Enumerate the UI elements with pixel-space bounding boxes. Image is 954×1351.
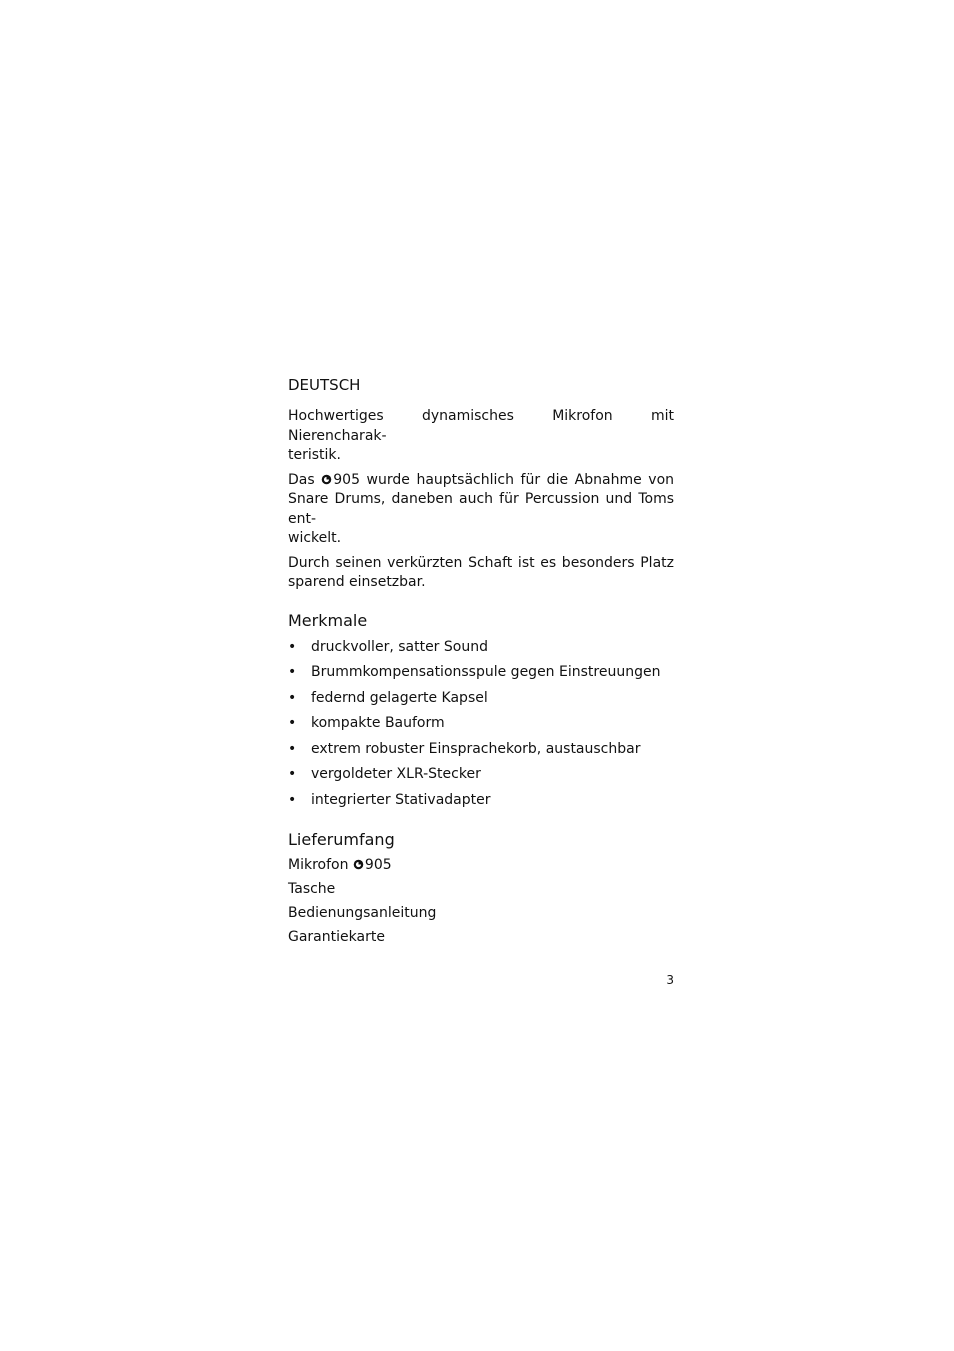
features-list (288, 638, 674, 811)
bullet-icon: • (288, 766, 297, 783)
page-number: 3 (666, 973, 674, 987)
list-item (288, 689, 674, 708)
list-item (288, 638, 674, 657)
intro-paragraph-2-start: Das (288, 471, 322, 488)
list-item-text: Mikrofon (288, 856, 353, 873)
list-item-text: druckvoller, satter Sound (311, 638, 488, 655)
list-item: Bedienungsanleitung (288, 904, 437, 921)
intro-paragraph-2 (288, 471, 674, 549)
intro-paragraph-1 (288, 407, 674, 466)
intro-paragraph-1-line-1: Hochwertiges dynamisches Mikrofon mit Nierencharak- (288, 408, 674, 444)
bullet-icon: • (288, 638, 297, 655)
delivery-list (288, 856, 674, 947)
list-item-text: integrierter Stativadapter (311, 792, 491, 809)
list-item (288, 856, 674, 875)
list-item-model: 905 (364, 856, 392, 873)
intro-paragraph-3: Durch seinen verkürzten Schaft ist es besonders Platz sparend einsetzbar. (288, 554, 674, 590)
intro-paragraph-2-rest: 905 wurde hauptsächlich für die Abnahme von Snare Drums, daneben auch für Percussion und Toms ent- (288, 471, 675, 527)
list-item: Garantiekarte (288, 928, 385, 945)
bullet-icon: • (288, 689, 297, 706)
list-item-text: kompakte Bauform (311, 715, 445, 732)
evolution-logo-icon (321, 474, 332, 485)
bullet-icon: • (288, 740, 297, 757)
section-heading-lieferumfang: Lieferumfang (288, 829, 395, 849)
list-item-text: federnd gelagerte Kapsel (311, 689, 488, 706)
bullet-icon: • (288, 792, 297, 809)
intro-paragraph-2-end: wickelt. (288, 530, 342, 546)
list-item (288, 663, 674, 682)
list-item (288, 714, 674, 733)
bullet-icon: • (288, 664, 297, 681)
list-item (288, 740, 674, 759)
list-item-text: vergoldeter XLR-Stecker (311, 766, 481, 783)
section-heading-merkmale: Merkmale (288, 610, 368, 630)
evolution-logo-icon (353, 859, 364, 870)
list-item (288, 765, 674, 784)
list-item-text: extrem robuster Einsprachekorb, austauschbar (311, 740, 641, 757)
page-content (288, 375, 674, 952)
list-item-text: Brummkompensationsspule gegen Einstreuungen (311, 664, 661, 681)
bullet-icon: • (288, 715, 297, 732)
list-item: Tasche (288, 880, 336, 897)
list-item (288, 791, 674, 810)
section-heading-deutsch: DEUTSCH (288, 376, 361, 394)
intro-paragraph-1-line-2: teristik. (288, 447, 341, 463)
